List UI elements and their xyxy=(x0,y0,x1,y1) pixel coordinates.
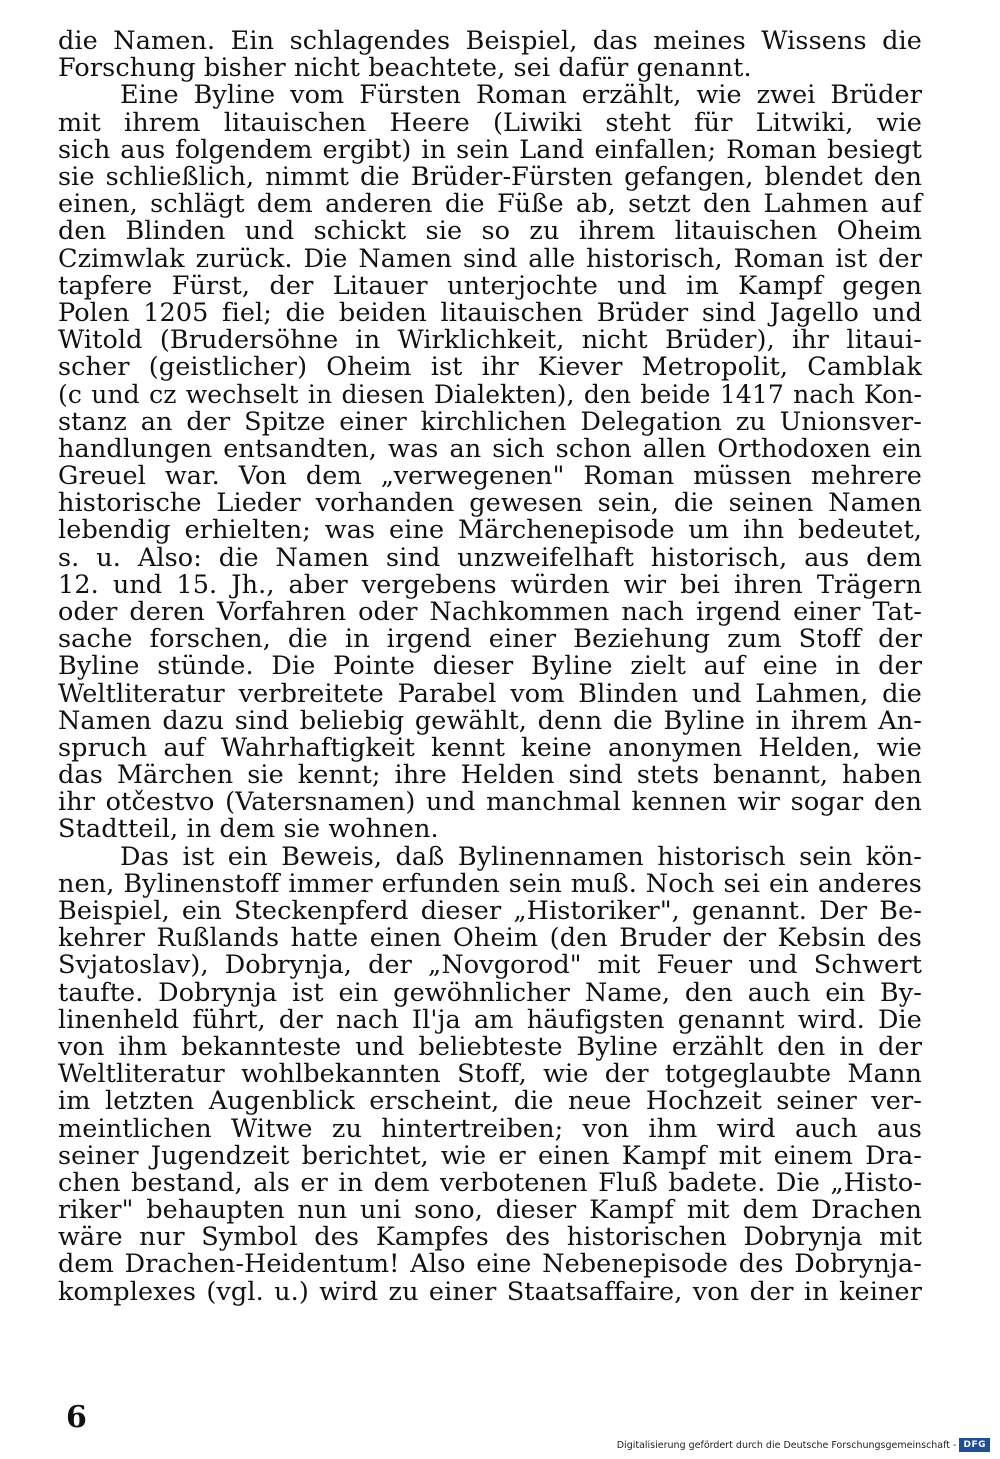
text-line: Svjatoslav), Dobrynja, der „Novgorod" mit Feuer und Schwert xyxy=(58,950,922,981)
text-line: spruch auf Wahrhaftigkeit kennt keine anonymen Helden, wie xyxy=(58,732,922,763)
digitization-footer xyxy=(617,1437,990,1453)
text-line: Polen 1205 fiel; die beiden litauischen Brüder sind Jagello und xyxy=(58,297,922,328)
text-line: ihr otčestvo (Vatersnamen) und manchmal kennen wir sogar den xyxy=(58,787,922,818)
text-line: Stadtteil, in dem sie wohnen. xyxy=(58,814,439,845)
text-line: mit ihrem litauischen Heere (Liwiki steht für Litwiki, wie xyxy=(58,107,922,138)
text-line: Czimwlak zurück. Die Namen sind alle historisch, Roman ist der xyxy=(58,243,922,274)
paragraph-2 xyxy=(58,82,922,843)
text-line: s. u. Also: die Namen sind unzweifelhaft historisch, aus dem xyxy=(58,542,922,573)
text-line: sich aus folgendem ergibt) in sein Land einfallen; Roman besiegt xyxy=(58,134,922,165)
text-line: Witold (Brudersöhne in Wirklichkeit, nicht Brüder), ihr litaui- xyxy=(58,325,922,356)
text-line: taufte. Dobrynja ist ein gewöhnlicher Name, den auch ein By- xyxy=(58,977,922,1008)
text-line: Forschung bisher nicht beachtete, sei dafür genannt. xyxy=(58,53,752,84)
text-line: Namen dazu sind beliebig gewählt, denn die Byline in ihrem An- xyxy=(58,705,922,736)
text-line: historische Lieder vorhanden gewesen sein, die seinen Namen xyxy=(58,488,922,519)
text-line: (c und cz wechselt in diesen Dialekten), den beide 1417 nach Kon- xyxy=(58,380,922,410)
text-line: lebendig erhielten; was eine Märchenepisode um ihn bedeutet, xyxy=(58,515,922,546)
text-line: Eine Byline vom Fürsten Roman erzählt, wie zwei Brüder xyxy=(120,80,922,111)
text-line: Weltliteratur verbreitete Parabel vom Blinden und Lahmen, die xyxy=(58,678,922,709)
page-body xyxy=(58,28,922,1306)
text-line: stanz an der Spitze einer kirchlichen Delegation zu Unionsver- xyxy=(58,406,922,437)
text-line: wäre nur Symbol des Kampfes des historischen Dobrynja mit xyxy=(58,1222,922,1253)
text-line: den Blinden und schickt sie so zu ihrem litauischen Oheim xyxy=(58,216,922,247)
text-line: Beispiel, ein Steckenpferd dieser „Historiker", genannt. Der Be- xyxy=(58,896,922,926)
text-line: Das ist ein Beweis, daß Bylinennamen historisch sein kön- xyxy=(120,841,922,872)
text-line: sie schließlich, nimmt die Brüder-Fürsten gefangen, blendet den xyxy=(58,161,922,192)
text-line: einen, schlägt dem anderen die Füße ab, setzt den Lahmen auf xyxy=(58,189,922,220)
text-line: Byline stünde. Die Pointe dieser Byline zielt auf eine in der xyxy=(58,651,922,682)
text-line: meintlichen Witwe zu hintertreiben; von ihm wird auch aus xyxy=(58,1113,922,1144)
text-line: sache forschen, die in irgend einer Beziehung zum Stoff der xyxy=(58,624,922,655)
text-line: von ihm bekannteste und beliebteste Byline erzählt den in der xyxy=(58,1031,922,1062)
text-line: linenheld führt, der nach Il'ja am häufigsten genannt wird. Die xyxy=(58,1004,922,1035)
text-line: chen bestand, als er in dem verbotenen Fluß badete. Die „Histo- xyxy=(58,1167,922,1198)
text-line: dem Drachen-Heidentum! Also eine Nebenepisode des Dobrynja- xyxy=(58,1249,922,1280)
text-line: das Märchen sie kennt; ihre Helden sind stets benannt, haben xyxy=(58,760,922,791)
text-line: oder deren Vorfahren oder Nachkommen nach irgend einer Tat- xyxy=(58,596,922,627)
text-line: nen, Bylinenstoff immer erfunden sein muß. Noch sei ein anderes xyxy=(58,868,922,899)
text-line: kehrer Rußlands hatte einen Oheim (den Bruder der Kebsin des xyxy=(58,923,922,954)
text-line: 12. und 15. Jh., aber vergebens würden wir bei ihren Trägern xyxy=(58,569,922,600)
text-line: riker" behaupten nun uni sono, dieser Kampf mit dem Drachen xyxy=(58,1195,922,1226)
text-line: seiner Jugendzeit berichtet, wie er einen Kampf mit einem Dra- xyxy=(58,1140,922,1171)
page-number: 6 xyxy=(66,1400,87,1435)
text-line: scher (geistlicher) Oheim ist ihr Kiever Metropolit, Camblak xyxy=(58,352,922,383)
text-line: Greuel war. Von dem „verwegenen" Roman müssen mehrere xyxy=(58,461,922,491)
text-line: im letzten Augenblick erscheint, die neue Hochzeit seiner ver- xyxy=(58,1086,922,1117)
dfg-logo-icon: DFG xyxy=(959,1438,990,1452)
text-line: Weltliteratur wohlbekannten Stoff, wie der totgeglaubte Mann xyxy=(58,1059,922,1090)
text-line: komplexes (vgl. u.) wird zu einer Staatsaffaire, von der in keiner xyxy=(58,1276,922,1307)
text-line: handlungen entsandten, was an sich schon allen Orthodoxen ein xyxy=(58,433,922,464)
paragraph-3 xyxy=(58,841,922,1307)
text-line: tapfere Fürst, der Litauer unterjochte und im Kampf gegen xyxy=(58,270,922,301)
footer-credit-text: Digitalisierung gefördert durch die Deutsche Forschungsgemeinschaft - xyxy=(616,1439,957,1451)
paragraph-1 xyxy=(58,28,922,82)
text-line: die Namen. Ein schlagendes Beispiel, das meines Wissens die xyxy=(58,26,922,56)
